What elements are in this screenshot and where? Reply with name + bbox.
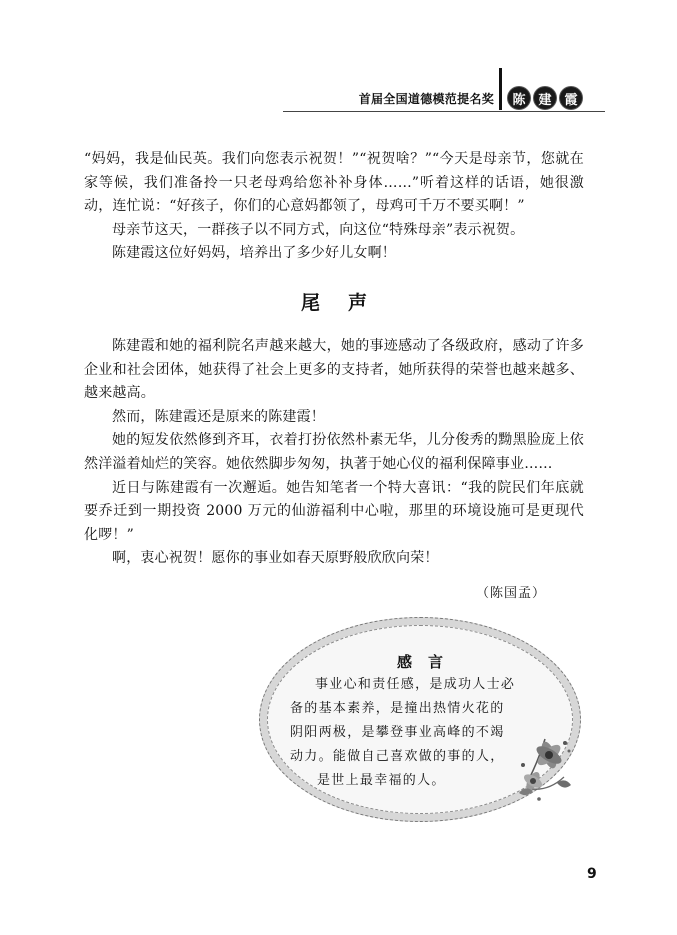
paragraph: 陈建霞和她的福利院名声越来越大，她的事迹感动了各级政府，感动了许多企业和社会团体，她获得了社会上更多的支持者，她所获得的荣誉也越来越多、越来越高。 (84, 337, 584, 402)
header-rule (283, 111, 605, 112)
flower-decoration-icon (509, 719, 577, 807)
award-title: 首届全国道德模范提名奖 (358, 92, 494, 106)
name-badges (508, 87, 582, 109)
name-badge-2: 建 (534, 87, 556, 109)
paragraph: 近日与陈建霞有一次邂逅。她告知笔者一个特大喜讯：“我的院民们年底就要乔迁到一期投资 2000 万元的仙游福利中心啦，那里的环境设施可是更现代化啰！” (84, 479, 584, 543)
name-badge-3: 霞 (560, 87, 582, 109)
callout-line: 阴阳两极，是攀登事业高峰的不竭 (290, 725, 505, 740)
callout-line: 动力。能做自己喜欢做的事的人， (290, 749, 505, 764)
callout-title: 感言 (396, 653, 459, 671)
callout-line: 事业心和责任感，是成功人士必 (315, 677, 516, 692)
section-title: 尾声 (300, 291, 395, 314)
page-number: 9 (587, 866, 597, 882)
callout-line: 备的基本素养，是撞出热情火花的 (290, 701, 505, 716)
paragraph: “妈妈，我是仙民英。我们向您表示祝贺！”“祝贺啥？”“今天是母亲节，您就在家等候，我们准备拎一只老母鸡给您补补身体……”听着这样的话语，她很激动，连忙说：“好孩子，你们的心意妈都领了，母鸡可千万不要买啊！” (84, 151, 584, 215)
paragraph: 啊，衷心祝贺！愿你的事业如春天原野般欣欣向荣！ (112, 550, 439, 567)
paragraph: 陈建霞这位好妈妈，培养出了多少好儿女啊！ (112, 245, 396, 262)
author-attribution: （陈国孟） (476, 586, 547, 601)
callout-line: 是世上最幸福的人。 (317, 773, 446, 788)
header-divider (499, 68, 502, 110)
name-badge-1: 陈 (508, 87, 530, 109)
paragraph: 然而，陈建霞还是原来的陈建霞！ (112, 408, 325, 425)
paragraph: 母亲节这天，一群孩子以不同方式，向这位“特殊母亲”表示祝贺。 (112, 221, 525, 238)
article-body (84, 148, 584, 571)
paragraph: 她的短发依然修到齐耳，衣着打扮依然朴素无华，儿分俊秀的黝黑脸庞上依然洋溢着灿烂的笑容。她依然脚步匆匆，执著于她心仪的福利保障事业…… (84, 432, 584, 472)
